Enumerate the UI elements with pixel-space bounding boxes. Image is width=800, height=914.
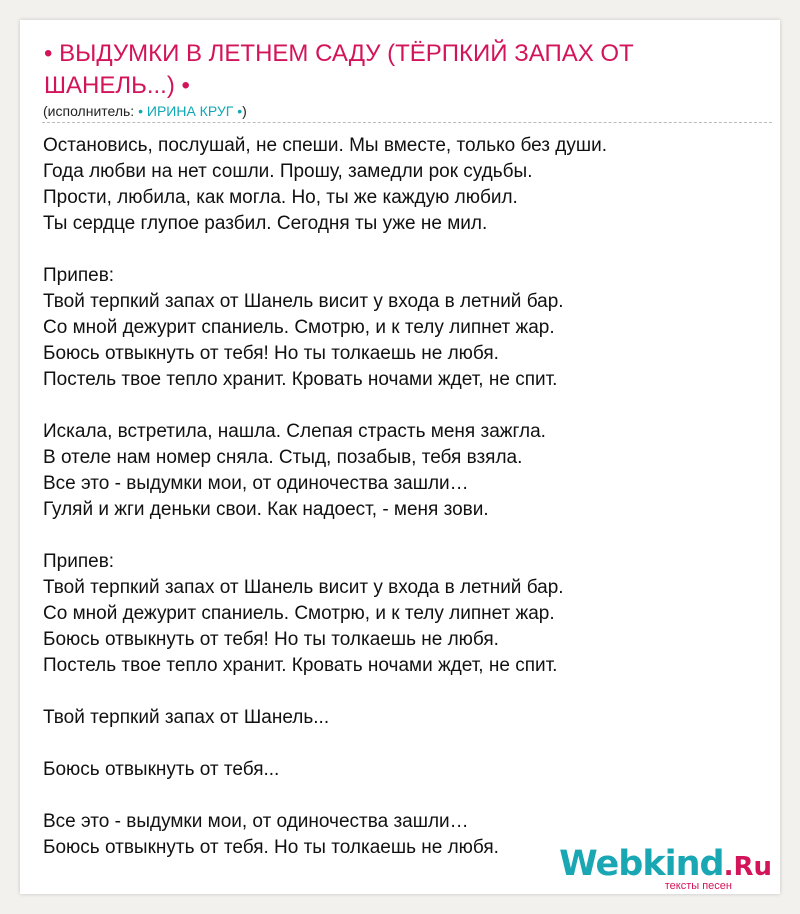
lyric-line: Боюсь отвыкнуть от тебя. Но ты толкаешь не любя. bbox=[43, 837, 499, 858]
song-title: • ВЫДУМКИ В ЛЕТНЕМ САДУ (ТЁРПКИЙ ЗАПАХ ОТ ШАНЕЛЬ...) • bbox=[44, 40, 634, 99]
lyric-line: Года любви на нет сошли. Прошу, замедли рок судьбы. bbox=[43, 161, 533, 182]
lyric-line: Боюсь отвыкнуть от тебя! Но ты толкаешь не любя. bbox=[43, 343, 499, 364]
logo-subtitle: тексты песен bbox=[664, 880, 732, 892]
lyric-line: Припев: bbox=[43, 551, 115, 572]
performer-suffix: ) bbox=[242, 103, 247, 119]
lyric-line: Все это - выдумки мои, от одиночества зашли… bbox=[43, 811, 469, 832]
logo-main-text: Webkind bbox=[559, 844, 724, 884]
lyric-line: Постель твое тепло хранит. Кровать ночами ждет, не спит. bbox=[43, 369, 558, 390]
stanza-gap bbox=[43, 393, 763, 419]
stanza-gap bbox=[43, 783, 763, 809]
logo-tld: .Ru bbox=[723, 852, 772, 882]
lyrics-text bbox=[43, 133, 763, 861]
stanza-gap bbox=[43, 679, 763, 705]
stanza-gap bbox=[43, 523, 763, 549]
lyric-line: Все это - выдумки мои, от одиночества зашли… bbox=[43, 473, 469, 494]
lyric-line: Искала, встретила, нашла. Слепая страсть меня зажгла. bbox=[43, 421, 546, 442]
lyric-line: Припев: bbox=[43, 265, 115, 286]
lyric-line: Боюсь отвыкнуть от тебя! Но ты толкаешь не любя. bbox=[43, 629, 499, 650]
artist-link[interactable]: • ИРИНА КРУГ • bbox=[138, 103, 243, 119]
lyric-line: Постель твое тепло хранит. Кровать ночами ждет, не спит. bbox=[43, 655, 558, 676]
lyric-line: Ты сердце глупое разбил. Сегодня ты уже не мил. bbox=[43, 213, 488, 234]
lyric-line: Со мной дежурит спаниель. Смотрю, и к телу липнет жар. bbox=[43, 603, 555, 624]
lyric-line: В отеле нам номер сняла. Стыд, позабыв, тебя взяла. bbox=[43, 447, 523, 468]
site-logo[interactable] bbox=[559, 846, 772, 892]
performer-prefix: (исполнитель: bbox=[43, 103, 139, 119]
lyric-line: Твой терпкий запах от Шанель висит у входа в летний бар. bbox=[43, 577, 564, 598]
stanza-gap bbox=[43, 237, 763, 263]
lyric-line: Твой терпкий запах от Шанель... bbox=[43, 707, 330, 728]
lyric-line: Твой терпкий запах от Шанель висит у входа в летний бар. bbox=[43, 291, 564, 312]
performer-line bbox=[43, 103, 247, 119]
lyric-line: Боюсь отвыкнуть от тебя... bbox=[43, 759, 280, 780]
dashed-divider bbox=[42, 122, 772, 123]
lyric-line: Прости, любила, как могла. Но, ты же каждую любил. bbox=[43, 187, 518, 208]
lyric-line: Со мной дежурит спаниель. Смотрю, и к телу липнет жар. bbox=[43, 317, 555, 338]
lyric-line: Гуляй и жги деньки свои. Как надоест, - меня зови. bbox=[43, 499, 489, 520]
lyrics-card bbox=[20, 20, 780, 894]
stanza-gap bbox=[43, 731, 763, 757]
lyric-line: Остановись, послушай, не спеши. Мы вместе, только без души. bbox=[43, 135, 607, 156]
